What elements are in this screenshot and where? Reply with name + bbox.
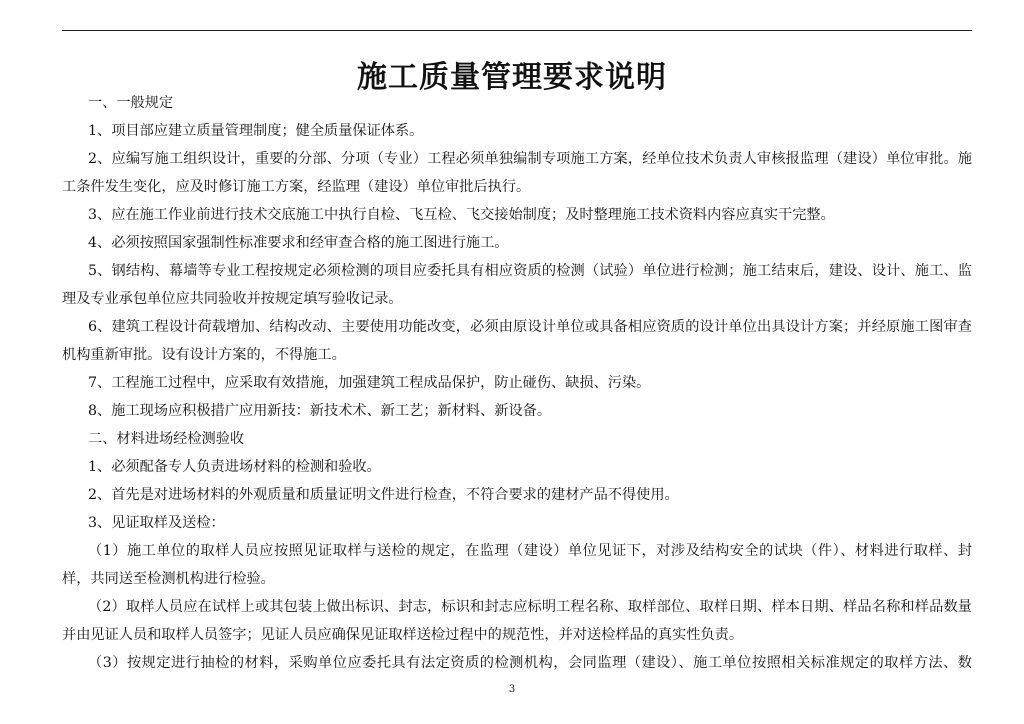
paragraph-line: 1、必须配备专人负责进场材料的检测和验收。 xyxy=(88,459,381,475)
paragraph-line: 4、必须按照国家强制性标准要求和经审查合格的施工图进行施工。 xyxy=(88,235,509,251)
paragraph-line: 2、首先是对进场材料的外观质量和质量证明文件进行检查，不符合要求的建材产品不得使用。 xyxy=(88,487,679,503)
paragraph-line: （3）按规定进行抽检的材料，采购单位应委托具有法定资质的检测机构，会同监理（建设）、施工单位按照相关标准规定的取样方法、数 xyxy=(88,655,972,671)
paragraph-line: 2、应编写施工组织设计，重要的分部、分项（专业）工程必须单独编制专项施工方案，经单位技术负责人审核报监理（建设）单位审批。施 xyxy=(88,151,972,167)
page-number: 3 xyxy=(508,684,516,695)
section-heading: 一、一般规定 xyxy=(88,95,174,111)
section-heading: 二、材料进场经检测验收 xyxy=(88,431,245,447)
paragraph-line: 5、钢结构、幕墙等专业工程按规定必须检测的项目应委托具有相应资质的检测（试验）单位进行检测；施工结束后，建设、设计、施工、监 xyxy=(88,263,972,279)
paragraph-line: 3、应在施工作业前进行技术交底施工中执行自检、飞互检、飞交接始制度；及时整理施工技术资料内容应真实干完整。 xyxy=(88,207,835,223)
paragraph-line: 理及专业承包单位应共同验收并按规定填写验收记录。 xyxy=(62,291,403,307)
paragraph-line: 工条件发生变化，应及时修订施工方案，经监理（建设）单位审批后执行。 xyxy=(62,179,531,195)
paragraph-line: 并由见证人员和取样人员签字；见证人员应确保见证取样送检过程中的规范性，并对送检样品的真实性负责。 xyxy=(62,627,744,643)
paragraph-line: （2）取样人员应在试样上或其包装上做出标识、封志，标识和封志应标明工程名称、取样部位、取样日期、样本日期、样品名称和样品数量 xyxy=(88,599,972,615)
paragraph-line: 6、建筑工程设计荷载增加、结构改动、主要使用功能改变，必须由原设计单位或具备相应资质的设计单位出具设计方案；并经原施工图审查 xyxy=(88,319,972,335)
paragraph-line: 机构重新审批。设有设计方案的，不得施工。 xyxy=(62,347,346,363)
document-title: 施工质量管理要求说明 xyxy=(357,60,667,95)
paragraph-line: 样，共同送至检测机构进行检验。 xyxy=(62,571,275,587)
paragraph-line: 8、施工现场应积极措广应用新技：新技术术、新工艺；新材料、新设备。 xyxy=(88,403,552,419)
paragraph-line: 1、项目部应建立质量管理制度；健全质量保证体系。 xyxy=(88,123,424,139)
paragraph-line: 7、工程施工过程中，应采取有效措施，加强建筑工程成品保护，防止碰伤、缺损、污染。 xyxy=(88,375,651,391)
top-rule xyxy=(62,30,972,31)
paragraph-line: （1）施工单位的取样人员应按照见证取样与送检的规定，在监理（建设）单位见证下，对涉及结构安全的试块（件）、材料进行取样、封 xyxy=(88,543,972,559)
paragraph-line: 3、见证取样及送检： xyxy=(88,515,225,531)
